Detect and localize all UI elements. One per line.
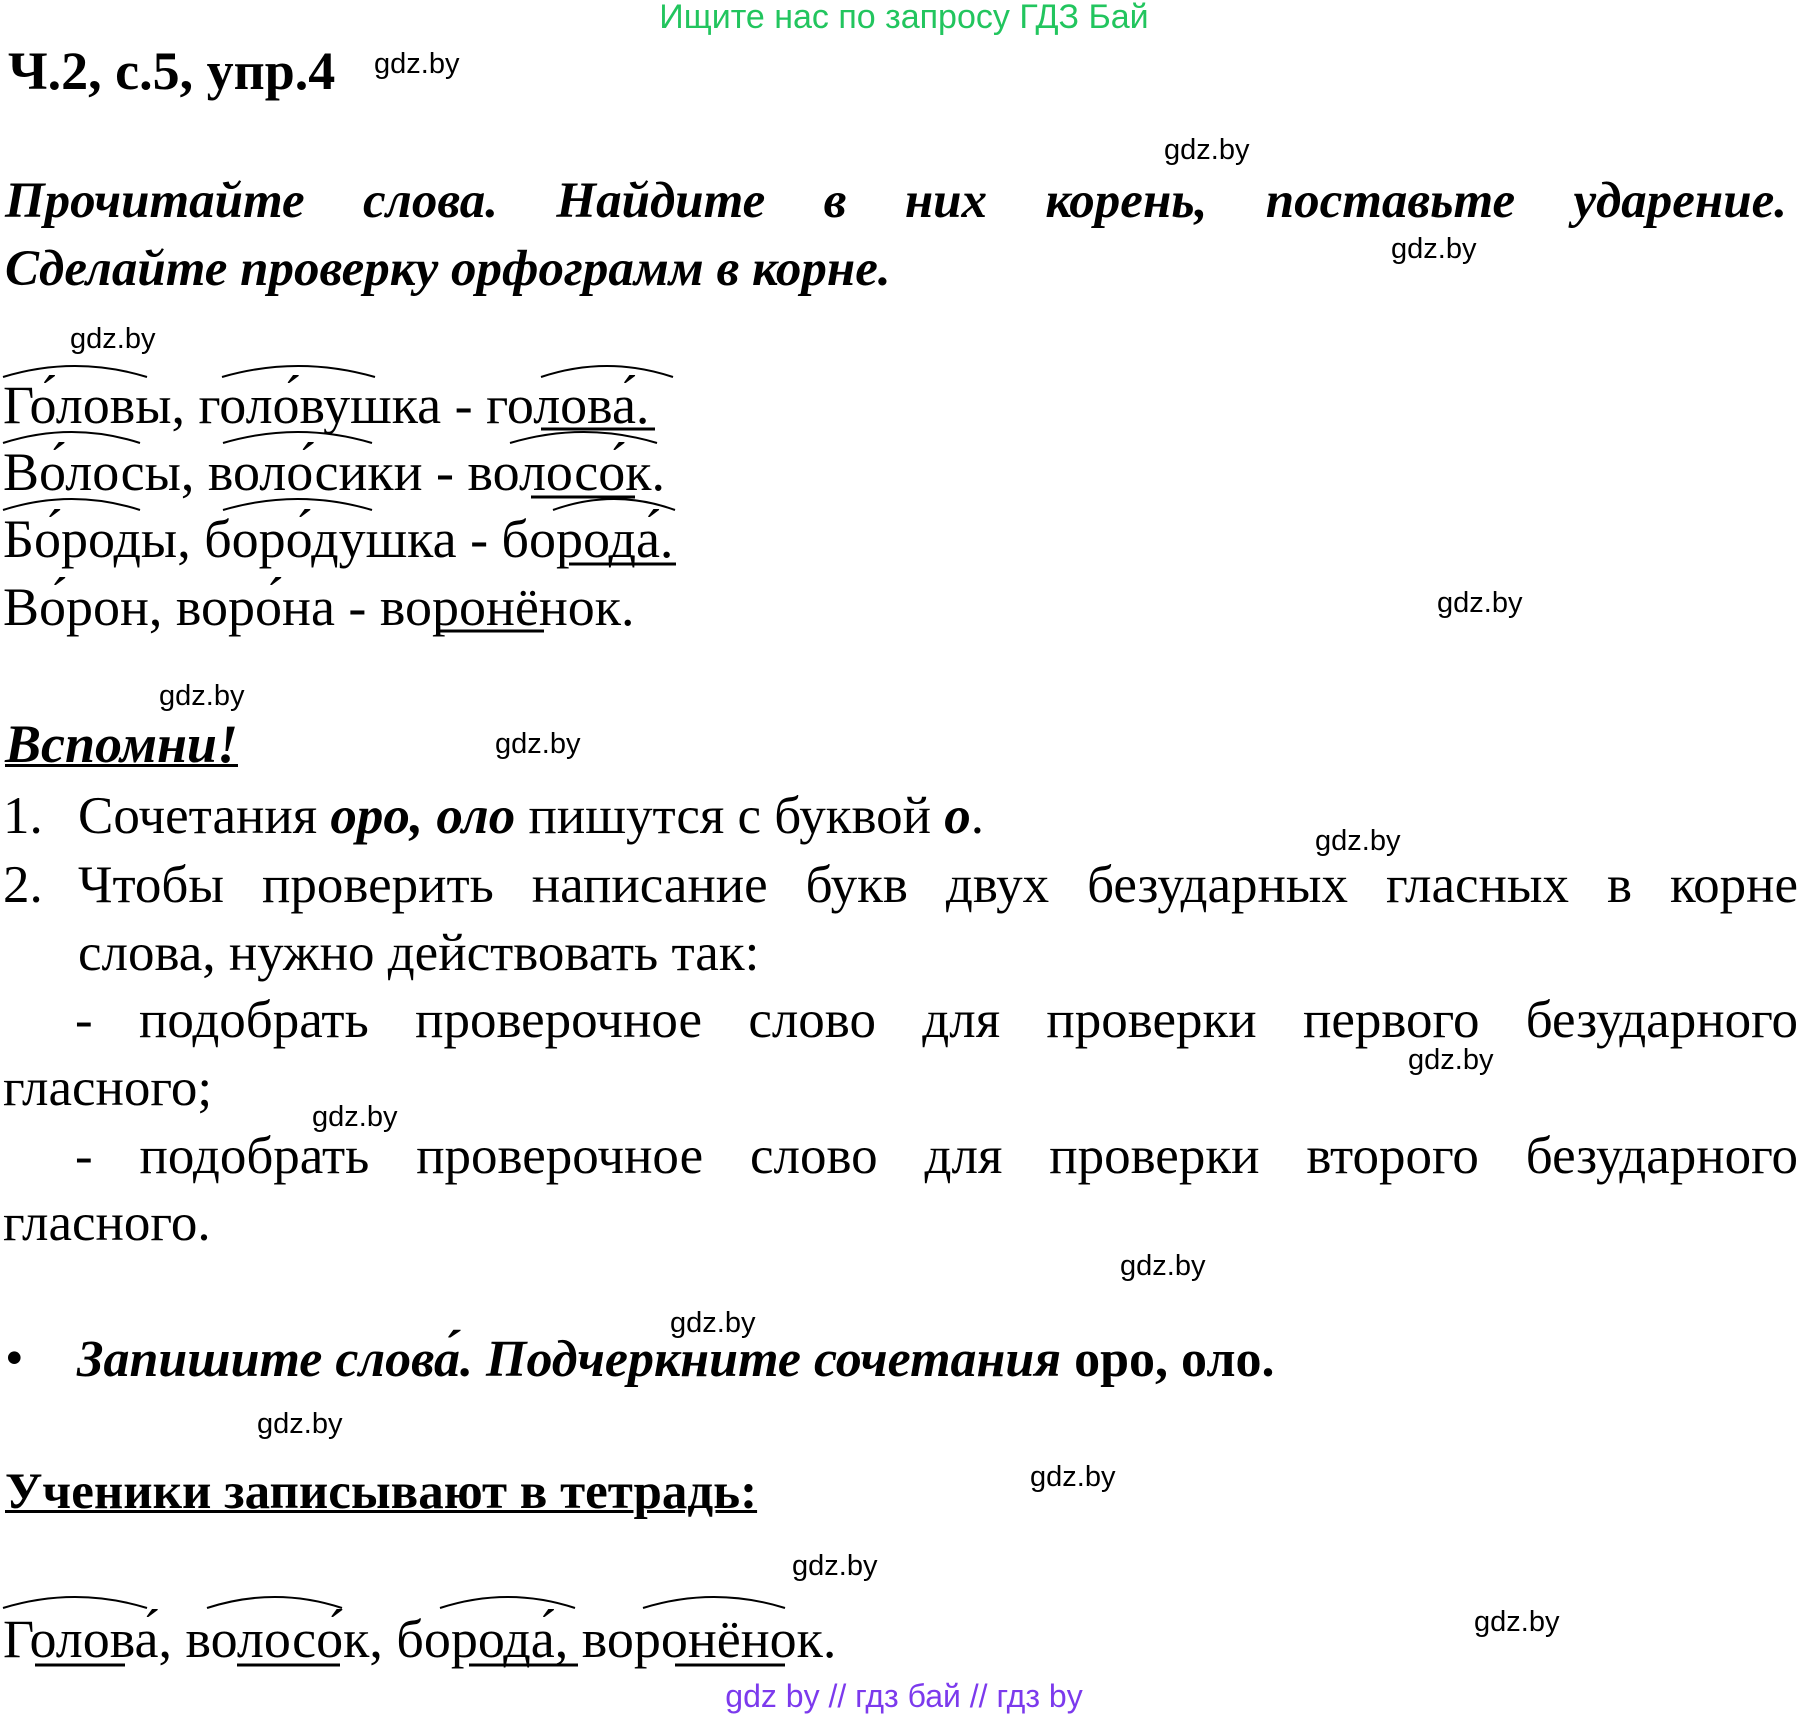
watermark: gdz.by [312,1101,398,1133]
watermark: gdz.by [1315,825,1401,857]
search-banner: Ищите нас по запросу ГДЗ Бай [659,0,1149,36]
rule-step: гласного; [3,1059,213,1117]
list-number: 2. [3,856,43,914]
rule-1 [78,786,984,846]
watermark: gdz.by [670,1307,756,1339]
watermark: gdz.by [1437,587,1523,619]
rule-2-line: слова, нужно действовать так: [78,924,760,982]
watermark: gdz.by [1391,233,1477,265]
watermark: gdz.by [159,680,245,712]
footer-links: gdz by // гдз бай // гдз by [725,1678,1083,1714]
watermark: gdz.by [70,323,156,355]
watermark: gdz.by [374,48,460,80]
rule-letter: о [944,787,971,845]
word-line: Го́ловы, голо́вушка - голова́. [3,375,650,435]
rule-text: пишутся с буквой [515,787,945,845]
word-line: Во́лосы, воло́сики - волосо́к. [3,442,665,502]
answer-line: Голова́, волосо́к, борода́, воронёнок. [3,1609,837,1669]
rule-step: гласного. [3,1194,211,1252]
task-2 [77,1330,1275,1389]
watermark: gdz.by [495,728,581,760]
students-heading: Ученики записывают в тетрадь: [5,1464,758,1520]
watermark: gdz.by [257,1408,343,1440]
watermark: gdz.by [1164,134,1250,166]
rule-highlight: оро, оло [330,787,516,845]
watermark: gdz.by [1030,1461,1116,1493]
task-line: Прочитайте слова. Найдите в них корень, поставьте ударение. [5,173,1787,229]
watermark: gdz.by [1408,1044,1494,1076]
rule-text: . [970,787,984,845]
remember-title: Вспомни! [5,714,238,774]
exercise-heading: Ч.2, с.5, упр.4 [8,41,336,101]
task-2-text: Запишите слова́. Подчеркните сочетания [77,1331,1075,1388]
rule-step: - подобрать проверочное слово для проверки первого безударного [75,991,1798,1049]
list-number: 1. [3,787,43,845]
rule-2-line: Чтобы проверить написание букв двух безударных гласных в корне [78,856,1798,914]
bullet: • [5,1329,24,1387]
task-2-combos: оро, оло. [1074,1331,1275,1388]
watermark: gdz.by [1120,1250,1206,1282]
task-line: Сделайте проверку орфограмм в корне. [5,241,891,297]
rule-text: Сочетания [78,787,331,845]
word-line: Во́рон, воро́на - воронёнок. [3,577,635,637]
watermark: gdz.by [792,1550,878,1582]
rule-step: - подобрать проверочное слово для проверки второго безударного [75,1127,1798,1185]
word-line: Бо́роды, боро́душка - борода́. [3,509,674,569]
watermark: gdz.by [1474,1606,1560,1638]
